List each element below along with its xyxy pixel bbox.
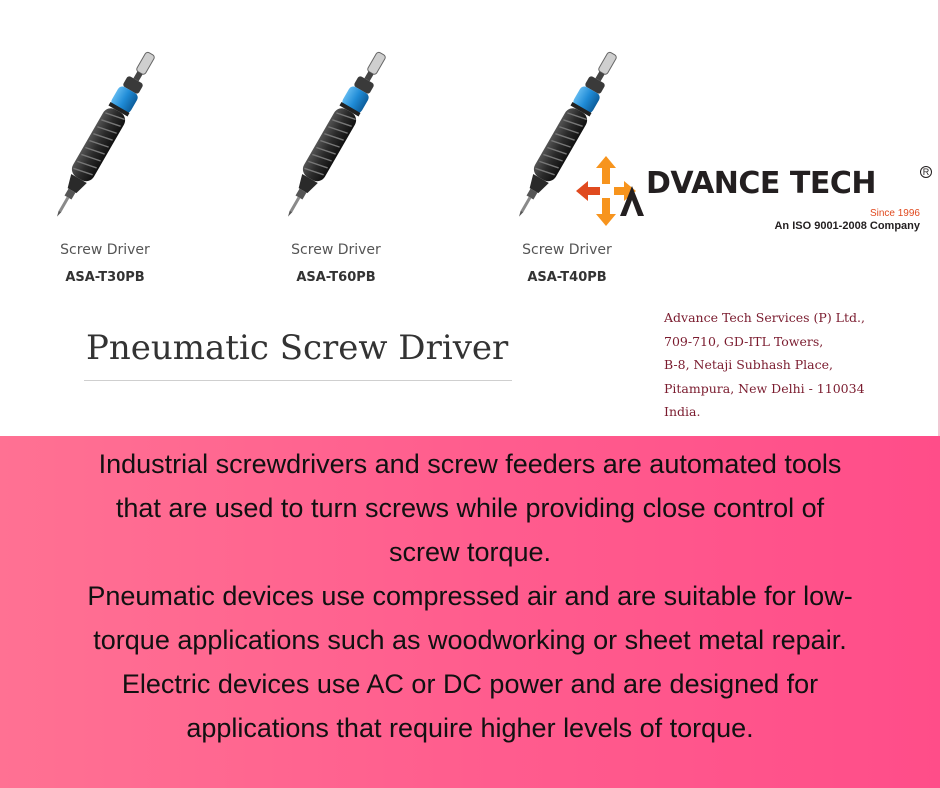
page-title [84,324,512,381]
logo-wordmark: DVANCE TECH [646,166,876,201]
address-line: Advance Tech Services (P) Ltd., [664,310,865,325]
product-caption-1 [30,242,180,285]
logo-iso: An ISO 9001-2008 Company [774,220,920,232]
screwdriver-image-2 [253,40,423,220]
product-model: ASA-T60PB [296,270,376,285]
description-line: applications that require higher levels of torque. [186,713,754,743]
description-line: Industrial screwdrivers and screw feeders are automated tools [98,449,842,479]
product-kind: Screw Driver [522,242,612,258]
page-title-text: Pneumatic Screw Driver [86,328,509,368]
description-line: torque applications such as woodworking or sheet metal repair. [93,625,847,655]
address-line: B-8, Netaji Subhash Place, [664,357,833,372]
screwdriver-image-1 [22,40,192,220]
description-line: screw torque. [388,537,552,567]
company-address [664,306,924,424]
description-line: that are used to turn screws while providing close control of [115,493,825,523]
product-caption-3 [492,242,642,285]
product-model: ASA-T40PB [527,270,607,285]
description-line: Pneumatic devices use compressed air and are suitable for low- [87,581,853,611]
address-line: Pitampura, New Delhi - 110034 [664,380,865,396]
company-logo [576,152,932,236]
description-text [6,442,934,750]
arrows-logo-icon [576,156,646,226]
logo-since: Since 1996 [869,208,920,219]
description-line: Electric devices use AC or DC power and are designed for [121,669,819,699]
description-banner [0,436,940,788]
address-line: 709-710, GD-ITL Towers, [664,333,824,349]
product-kind: Screw Driver [60,242,150,258]
product-kind: Screw Driver [291,242,381,258]
product-model: ASA-T30PB [65,270,145,285]
registered-mark: R [920,166,932,178]
address-line: India. [664,404,701,419]
product-caption-2 [261,242,411,285]
